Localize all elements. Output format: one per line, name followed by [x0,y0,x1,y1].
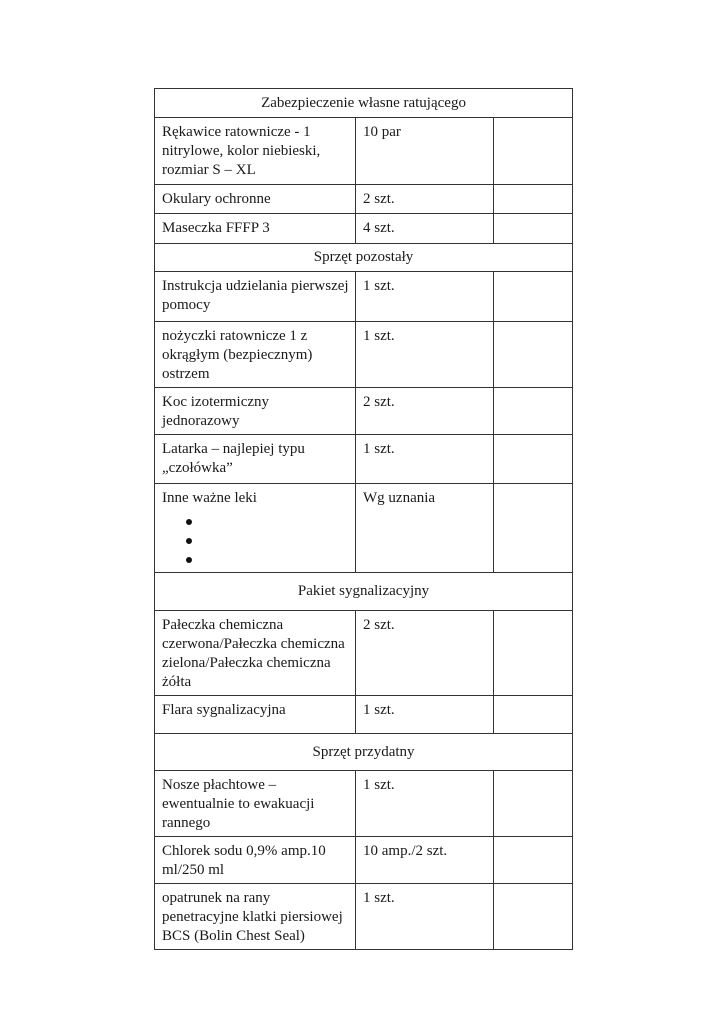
item-cell: Chlorek sodu 0,9% amp.10 ml/250 ml [155,837,356,884]
note-cell [494,388,573,435]
table-row [155,771,573,837]
item-label: Inne ważne leki [162,490,257,506]
table-row [155,214,573,244]
item-cell [155,484,356,573]
note-cell [494,322,573,388]
quantity-cell: 1 szt. [356,272,494,322]
quantity-cell: Wg uznania [356,484,494,573]
item-cell: Pałeczka chemiczna czerwona/Pałeczka chemiczna zielona/Pałeczka chemiczna żółta [155,611,356,696]
item-cell: nożyczki ratownicze 1 z okrągłym (bezpiecznym) ostrzem [155,322,356,388]
note-cell [494,272,573,322]
note-cell [494,696,573,734]
item-cell: Instrukcja udzielania pierwszej pomocy [155,272,356,322]
section-header-row [155,734,573,771]
bullet-point [186,550,349,569]
table-row [155,185,573,214]
quantity-cell: 2 szt. [356,611,494,696]
table-row [155,611,573,696]
quantity-cell: 2 szt. [356,388,494,435]
table-row [155,435,573,484]
section-header: Pakiet sygnalizacyjny [155,573,573,611]
item-cell: Nosze płachtowe – ewentualnie to ewakuacji rannego [155,771,356,837]
table-row [155,322,573,388]
section-header-row [155,89,573,118]
bullet-list [186,512,349,569]
note-cell [494,884,573,950]
note-cell [494,214,573,244]
bullet-point [186,531,349,550]
note-cell [494,771,573,837]
note-cell [494,484,573,573]
quantity-cell: 2 szt. [356,185,494,214]
table-row [155,118,573,185]
item-cell: Latarka – najlepiej typu „czołówka” [155,435,356,484]
note-cell [494,837,573,884]
item-cell: Maseczka FFFP 3 [155,214,356,244]
table-row [155,272,573,322]
equipment-table [154,88,573,950]
item-cell: Flara sygnalizacyjna [155,696,356,734]
quantity-cell: 1 szt. [356,884,494,950]
item-cell: Koc izotermiczny jednorazowy [155,388,356,435]
section-header: Sprzęt przydatny [155,734,573,771]
section-header-row [155,244,573,272]
table-row [155,837,573,884]
table-row [155,884,573,950]
quantity-cell: 10 par [356,118,494,185]
table-row [155,484,573,573]
table-row [155,388,573,435]
note-cell [494,611,573,696]
bullet-point [186,512,349,531]
section-header: Zabezpieczenie własne ratującego [155,89,573,118]
item-cell: opatrunek na rany penetracyjne klatki piersiowej BCS (Bolin Chest Seal) [155,884,356,950]
quantity-cell: 10 amp./2 szt. [356,837,494,884]
item-cell: Okulary ochronne [155,185,356,214]
quantity-cell: 1 szt. [356,696,494,734]
quantity-cell: 1 szt. [356,435,494,484]
section-header: Sprzęt pozostały [155,244,573,272]
quantity-cell: 4 szt. [356,214,494,244]
table-row [155,696,573,734]
section-header-row [155,573,573,611]
note-cell [494,435,573,484]
note-cell [494,118,573,185]
quantity-cell: 1 szt. [356,322,494,388]
quantity-cell: 1 szt. [356,771,494,837]
item-cell: Rękawice ratownicze - 1 nitrylowe, kolor niebieski, rozmiar S – XL [155,118,356,185]
note-cell [494,185,573,214]
